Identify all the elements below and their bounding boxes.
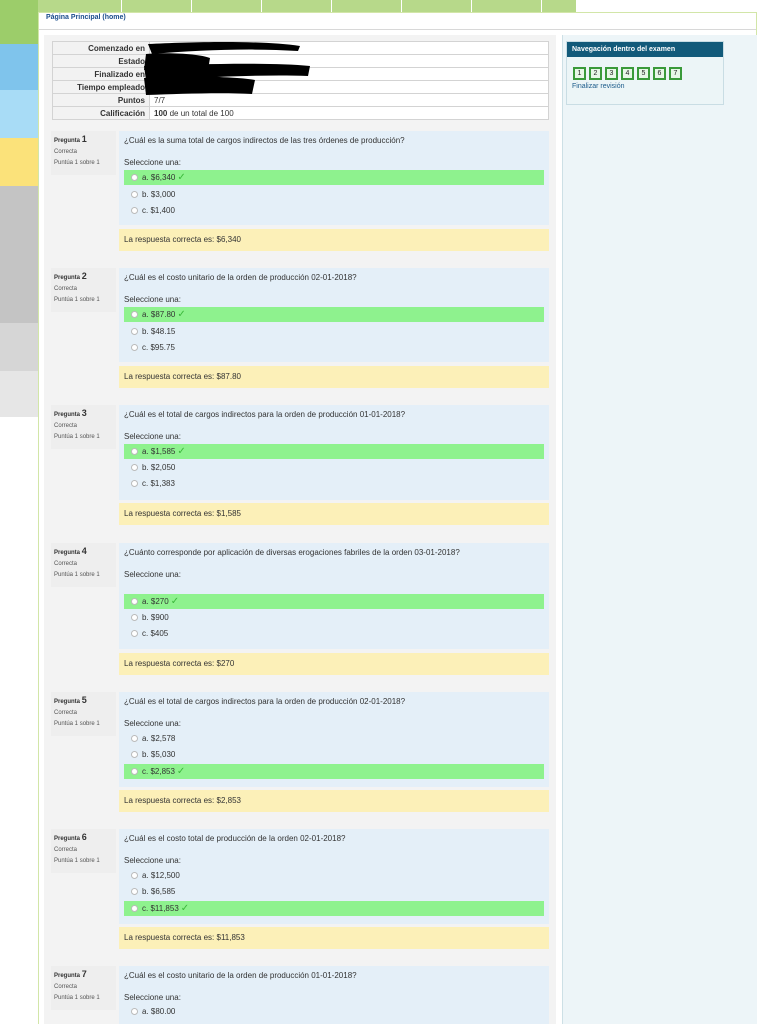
check-icon: ✓ — [180, 903, 190, 914]
answer-label: a. $6,340 — [142, 173, 176, 182]
radio-icon[interactable] — [131, 735, 138, 742]
question-info — [51, 543, 116, 587]
radio-icon[interactable] — [131, 888, 138, 895]
question-state: Correcta — [54, 984, 78, 990]
question-label: Pregunta — [54, 550, 81, 556]
summary-row — [53, 107, 549, 120]
question-marks: Puntúa 1 sobre 1 — [54, 160, 100, 166]
answer-option[interactable] — [124, 476, 544, 491]
nav-question-button[interactable]: 1 — [573, 67, 586, 80]
breadcrumb-home-link[interactable]: Página Principal (home) — [46, 14, 126, 21]
answer-option[interactable] — [124, 594, 544, 609]
select-prompt: Seleccione una: — [124, 993, 181, 1002]
question-num: 5 — [81, 695, 87, 705]
answer-label: c. $1,400 — [142, 206, 175, 215]
nav-question-button[interactable]: 4 — [621, 67, 634, 80]
question-card — [119, 268, 549, 362]
redaction-scribble — [140, 40, 315, 97]
correct-answer-feedback: La respuesta correcta es: $270 — [119, 653, 549, 675]
radio-icon[interactable] — [131, 614, 138, 621]
question-info — [51, 268, 116, 312]
select-prompt: Seleccione una: — [124, 719, 181, 728]
answer-option[interactable] — [124, 444, 544, 459]
summary-label: Estado — [53, 55, 150, 68]
question-marks: Puntúa 1 sobre 1 — [54, 995, 100, 1001]
select-prompt: Seleccione una: — [124, 158, 181, 167]
quiz-navigation-title: Navegación dentro del examen — [567, 42, 723, 57]
quiz-navigation-panel — [562, 35, 757, 1024]
answer-option[interactable] — [124, 187, 544, 202]
question-text: ¿Cuánto corresponde por aplicación de diversas erogaciones fabriles de la orden 03-01-2018? — [124, 548, 460, 557]
question-text: ¿Cuál es el costo unitario de la orden de producción 02-01-2018? — [124, 273, 357, 282]
question-marks: Puntúa 1 sobre 1 — [54, 572, 100, 578]
question-info — [51, 692, 116, 736]
answer-label: a. $80.00 — [142, 1007, 176, 1016]
answer-label: c. $1,383 — [142, 479, 175, 488]
question-label: Pregunta — [54, 412, 81, 418]
answer-label: b. $2,050 — [142, 463, 176, 472]
grade-value: 100 — [154, 108, 168, 118]
question-text: ¿Cuál es el total de cargos indirectos para la orden de producción 01-01-2018? — [124, 410, 406, 419]
question-info — [51, 405, 116, 449]
radio-icon[interactable] — [131, 905, 138, 912]
radio-icon[interactable] — [131, 191, 138, 198]
question-num: 2 — [81, 271, 87, 281]
top-navbar — [38, 0, 576, 12]
radio-icon[interactable] — [131, 872, 138, 879]
select-prompt: Seleccione una: — [124, 432, 181, 441]
nav-question-button[interactable]: 6 — [653, 67, 666, 80]
nav-question-button[interactable]: 5 — [637, 67, 650, 80]
check-icon: ✓ — [177, 309, 186, 320]
answer-option[interactable] — [124, 1004, 544, 1019]
question-label: Pregunta — [54, 699, 81, 705]
answer-label: c. $11,853 — [142, 904, 179, 913]
answer-option[interactable] — [124, 884, 544, 899]
radio-icon[interactable] — [131, 464, 138, 471]
summary-label: Calificación — [53, 107, 150, 120]
answer-label: b. $3,000 — [142, 190, 176, 199]
question-num: 6 — [81, 832, 87, 842]
radio-icon[interactable] — [131, 344, 138, 351]
radio-icon[interactable] — [131, 768, 138, 775]
question-label: Pregunta — [54, 973, 81, 979]
question-text: ¿Cuál es el costo total de producción de la orden 02-01-2018? — [124, 834, 346, 843]
question-num: 1 — [81, 134, 87, 144]
summary-value — [150, 107, 549, 120]
question-label: Pregunta — [54, 138, 81, 144]
correct-answer-feedback: La respuesta correcta es: $2,853 — [119, 790, 549, 812]
answer-option[interactable] — [124, 170, 544, 185]
question-card — [119, 131, 549, 225]
answer-option[interactable] — [124, 626, 544, 641]
answer-option[interactable] — [124, 901, 544, 916]
question-num: 7 — [81, 969, 87, 979]
select-prompt: Seleccione una: — [124, 570, 181, 579]
question-state: Correcta — [54, 286, 78, 292]
question-state: Correcta — [54, 561, 78, 567]
question-label: Pregunta — [54, 836, 81, 842]
question-marks: Puntúa 1 sobre 1 — [54, 858, 100, 864]
check-icon: ✓ — [177, 446, 186, 457]
question-card — [119, 966, 549, 1024]
answer-option[interactable] — [124, 731, 544, 746]
radio-icon[interactable] — [131, 448, 138, 455]
answer-option[interactable] — [124, 764, 544, 779]
correct-answer-feedback: La respuesta correcta es: $87.80 — [119, 366, 549, 388]
answer-option[interactable] — [124, 610, 544, 625]
answer-option[interactable] — [124, 868, 544, 883]
nav-question-button[interactable]: 7 — [669, 67, 682, 80]
question-card — [119, 692, 549, 787]
check-icon: ✓ — [170, 596, 180, 607]
answer-label: c. $405 — [142, 629, 169, 638]
question-num: 3 — [81, 408, 87, 418]
correct-answer-feedback: La respuesta correcta es: $6,340 — [119, 229, 549, 251]
answer-option[interactable] — [124, 460, 544, 475]
question-number — [54, 408, 113, 418]
radio-icon[interactable] — [131, 1008, 138, 1015]
select-prompt: Seleccione una: — [124, 856, 181, 865]
nav-question-button[interactable]: 3 — [605, 67, 618, 80]
summary-label: Finalizado en — [53, 68, 150, 81]
answer-label: a. $2,578 — [142, 734, 176, 743]
summary-label: Comenzado en — [53, 42, 150, 55]
select-prompt: Seleccione una: — [124, 295, 181, 304]
left-sidebar-strip — [0, 0, 38, 1024]
answer-label: a. $270 — [142, 597, 169, 606]
radio-icon[interactable] — [131, 207, 138, 214]
question-card — [119, 543, 549, 649]
question-label: Pregunta — [54, 275, 81, 281]
question-marks: Puntúa 1 sobre 1 — [54, 297, 100, 303]
question-num: 4 — [81, 546, 87, 556]
check-icon: ✓ — [177, 172, 186, 183]
question-text: ¿Cuál es el total de cargos indirectos para la orden de producción 02-01-2018? — [124, 697, 406, 706]
answer-label: a. $12,500 — [142, 871, 180, 880]
finish-review-link[interactable]: Finalizar revisión — [572, 83, 625, 90]
question-info — [51, 966, 116, 1010]
answer-label: b. $48.15 — [142, 327, 176, 336]
answer-option[interactable] — [124, 307, 544, 322]
question-text: ¿Cuál es el costo unitario de la orden de producción 01-01-2018? — [124, 971, 357, 980]
radio-icon[interactable] — [131, 598, 138, 605]
question-state: Correcta — [54, 710, 78, 716]
answer-option[interactable] — [124, 747, 544, 762]
answer-label: c. $95.75 — [142, 343, 175, 352]
answer-label: b. $6,585 — [142, 887, 176, 896]
answer-option[interactable] — [124, 203, 544, 218]
question-text: ¿Cuál es la suma total de cargos indirectos de las tres órdenes de producción? — [124, 136, 405, 145]
answer-label: a. $1,585 — [142, 447, 176, 456]
answer-label: b. $900 — [142, 613, 169, 622]
summary-label: Tiempo empleado — [53, 81, 150, 94]
correct-answer-feedback: La respuesta correcta es: $1,585 — [119, 503, 549, 525]
breadcrumb-divider — [39, 29, 756, 30]
answer-label: c. $2,853 — [142, 767, 175, 776]
grade-total: de un total de 100 — [167, 108, 234, 118]
radio-icon[interactable] — [131, 328, 138, 335]
summary-value: 7/7 — [150, 94, 549, 107]
radio-icon[interactable] — [131, 480, 138, 487]
question-info — [51, 829, 116, 873]
question-number — [54, 546, 113, 556]
question-state: Correcta — [54, 149, 78, 155]
answer-label: a. $87.80 — [142, 310, 176, 319]
radio-icon[interactable] — [131, 751, 138, 758]
summary-label: Puntos — [53, 94, 150, 107]
question-number — [54, 134, 113, 144]
question-state: Correcta — [54, 847, 78, 853]
question-number — [54, 832, 113, 842]
radio-icon[interactable] — [131, 630, 138, 637]
correct-answer-feedback: La respuesta correcta es: $11,853 — [119, 927, 549, 949]
nav-question-button[interactable]: 2 — [589, 67, 602, 80]
check-icon: ✓ — [176, 766, 186, 777]
question-number — [54, 969, 113, 979]
question-card — [119, 829, 549, 924]
radio-icon[interactable] — [131, 174, 138, 181]
answer-option[interactable] — [124, 340, 544, 355]
answer-label: b. $5,030 — [142, 750, 176, 759]
question-number — [54, 695, 113, 705]
question-marks: Puntúa 1 sobre 1 — [54, 434, 100, 440]
question-card — [119, 405, 549, 500]
question-number — [54, 271, 113, 281]
question-marks: Puntúa 1 sobre 1 — [54, 721, 100, 727]
radio-icon[interactable] — [131, 311, 138, 318]
question-state: Correcta — [54, 423, 78, 429]
answer-option[interactable] — [124, 324, 544, 339]
question-info — [51, 131, 116, 175]
